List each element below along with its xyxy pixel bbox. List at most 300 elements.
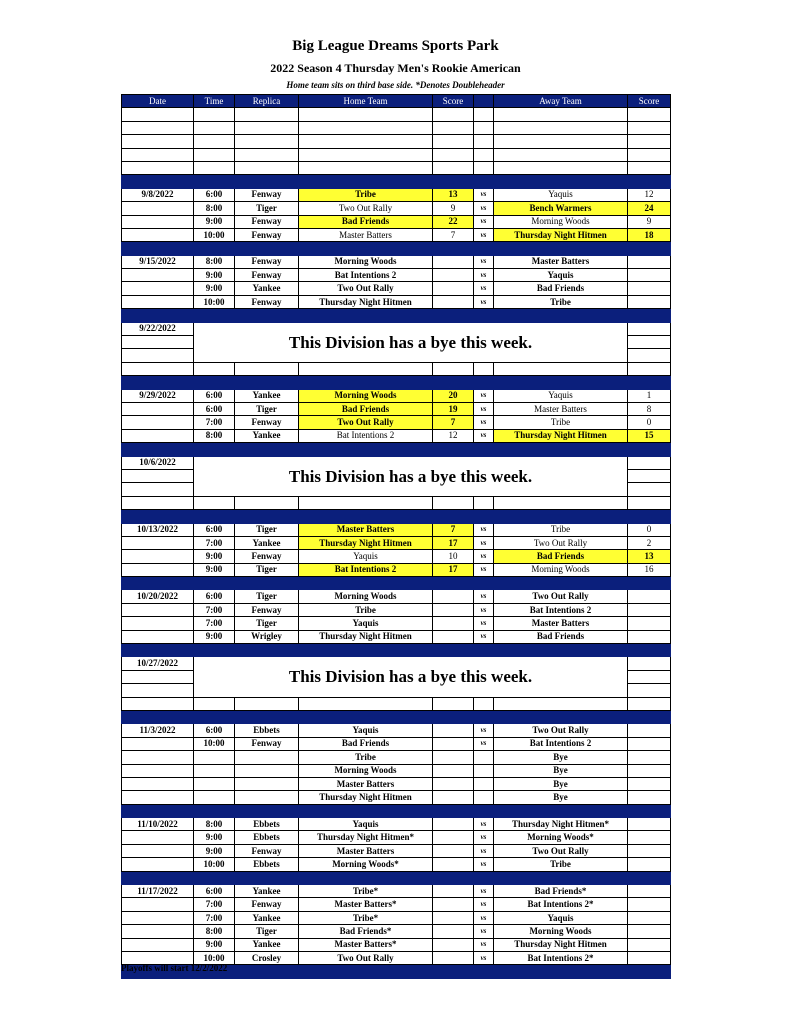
replica-cell: Yankee xyxy=(235,938,299,951)
replica-cell: Fenway xyxy=(235,737,299,750)
separator-cell xyxy=(494,510,628,523)
away-team-cell: Thursday Night Hitmen xyxy=(494,228,628,241)
separator-cell xyxy=(299,804,433,817)
home-score-cell xyxy=(433,938,474,951)
date-cell xyxy=(122,416,194,429)
home-team-cell: Morning Woods xyxy=(299,255,433,268)
separator-cell xyxy=(474,644,494,657)
home-team-cell: Yaquis xyxy=(299,724,433,737)
separator-cell xyxy=(474,242,494,255)
game-row xyxy=(122,724,671,737)
date-cell xyxy=(122,563,194,576)
game-row xyxy=(122,255,671,268)
date-cell xyxy=(122,617,194,630)
home-score-cell: 10 xyxy=(433,550,474,563)
time-cell: 8:00 xyxy=(194,202,235,215)
vs-cell xyxy=(474,764,494,777)
away-team-cell: Thursday Night Hitmen xyxy=(494,429,628,442)
game-row xyxy=(122,925,671,938)
home-team-cell: Tribe xyxy=(299,188,433,201)
away-score-cell xyxy=(628,630,671,643)
vs-cell: vs xyxy=(474,898,494,911)
vs-cell: vs xyxy=(474,389,494,402)
game-row xyxy=(122,269,671,282)
vs-cell xyxy=(474,777,494,790)
empty-cell xyxy=(628,697,671,710)
home-score-cell xyxy=(433,269,474,282)
separator-cell xyxy=(299,577,433,590)
separator-cell xyxy=(194,443,235,456)
away-score-cell xyxy=(628,603,671,616)
away-score-cell: 15 xyxy=(628,429,671,442)
away-score-cell xyxy=(628,670,671,683)
replica-cell: Tiger xyxy=(235,590,299,603)
away-team-cell: Bye xyxy=(494,777,628,790)
separator-cell xyxy=(433,710,474,723)
empty-cell xyxy=(122,135,194,148)
game-row xyxy=(122,228,671,241)
empty-cell xyxy=(194,135,235,148)
away-team-cell: Tribe xyxy=(494,523,628,536)
away-score-cell xyxy=(628,818,671,831)
vs-cell: vs xyxy=(474,844,494,857)
vs-cell: vs xyxy=(474,925,494,938)
away-team-cell: Two Out Rally xyxy=(494,844,628,857)
separator-cell xyxy=(299,376,433,389)
time-cell: 10:00 xyxy=(194,228,235,241)
time-cell: 9:00 xyxy=(194,563,235,576)
time-cell xyxy=(194,777,235,790)
empty-cell xyxy=(628,121,671,134)
empty-cell xyxy=(235,496,299,509)
empty-cell xyxy=(194,161,235,174)
home-score-cell xyxy=(433,617,474,630)
replica-cell xyxy=(235,751,299,764)
home-team-cell: Master Batters xyxy=(299,523,433,536)
empty-cell xyxy=(299,697,433,710)
empty-cell xyxy=(628,496,671,509)
replica-cell: Fenway xyxy=(235,898,299,911)
away-score-cell xyxy=(628,322,671,335)
separator-cell xyxy=(299,710,433,723)
date-cell xyxy=(122,898,194,911)
home-team-cell: Morning Woods xyxy=(299,590,433,603)
home-score-cell: 13 xyxy=(433,188,474,201)
separator-cell xyxy=(194,175,235,188)
empty-cell xyxy=(299,161,433,174)
home-score-cell: 20 xyxy=(433,389,474,402)
date-cell xyxy=(122,831,194,844)
date-cell xyxy=(122,295,194,308)
date-cell xyxy=(122,483,194,496)
away-team-cell: Bye xyxy=(494,791,628,804)
separator-cell xyxy=(194,510,235,523)
separator-cell xyxy=(494,710,628,723)
replica-cell: Yankee xyxy=(235,429,299,442)
home-team-cell: Bat Intentions 2 xyxy=(299,429,433,442)
away-team-cell: Two Out Rally xyxy=(494,536,628,549)
date-cell xyxy=(122,429,194,442)
vs-cell: vs xyxy=(474,536,494,549)
game-row xyxy=(122,429,671,442)
home-score-cell: 17 xyxy=(433,563,474,576)
empty-cell xyxy=(494,108,628,121)
empty-row xyxy=(122,148,671,161)
separator-cell xyxy=(628,577,671,590)
separator-cell xyxy=(433,175,474,188)
home-score-cell xyxy=(433,282,474,295)
empty-cell xyxy=(122,161,194,174)
away-score-cell xyxy=(628,469,671,482)
separator-cell xyxy=(628,443,671,456)
away-score-cell: 2 xyxy=(628,536,671,549)
time-cell: 9:00 xyxy=(194,215,235,228)
date-cell xyxy=(122,844,194,857)
game-row xyxy=(122,751,671,764)
empty-cell xyxy=(474,697,494,710)
separator-cell xyxy=(433,577,474,590)
separator-cell xyxy=(122,710,194,723)
empty-cell xyxy=(194,148,235,161)
away-team-cell: Morning Woods xyxy=(494,925,628,938)
away-team-cell: Bench Warmers xyxy=(494,202,628,215)
date-cell xyxy=(122,336,194,349)
game-row xyxy=(122,911,671,924)
separator-cell xyxy=(299,871,433,884)
home-team-cell: Bad Friends* xyxy=(299,925,433,938)
empty-cell xyxy=(299,108,433,121)
vs-cell xyxy=(474,791,494,804)
vs-cell: vs xyxy=(474,603,494,616)
separator-cell xyxy=(628,710,671,723)
away-score-cell xyxy=(628,282,671,295)
week-separator xyxy=(122,710,671,723)
separator-cell xyxy=(474,871,494,884)
date-cell xyxy=(122,202,194,215)
away-team-cell: Yaquis xyxy=(494,269,628,282)
empty-cell xyxy=(474,108,494,121)
away-score-cell xyxy=(628,885,671,898)
week-separator xyxy=(122,309,671,322)
away-score-cell xyxy=(628,844,671,857)
home-score-cell: 17 xyxy=(433,536,474,549)
empty-cell xyxy=(194,496,235,509)
game-row xyxy=(122,523,671,536)
replica-cell: Tiger xyxy=(235,925,299,938)
separator-cell xyxy=(235,443,299,456)
col-away-team: Away Team xyxy=(494,95,628,108)
separator-cell xyxy=(194,376,235,389)
home-score-cell xyxy=(433,831,474,844)
vs-cell: vs xyxy=(474,402,494,415)
separator-cell xyxy=(235,804,299,817)
empty-cell xyxy=(122,496,194,509)
col-time: Time xyxy=(194,95,235,108)
separator-cell xyxy=(628,376,671,389)
empty-cell xyxy=(299,362,433,375)
empty-cell xyxy=(299,496,433,509)
time-cell: 9:00 xyxy=(194,831,235,844)
away-score-cell xyxy=(628,336,671,349)
empty-cell xyxy=(494,121,628,134)
time-cell: 7:00 xyxy=(194,603,235,616)
replica-cell: Tiger xyxy=(235,402,299,415)
date-cell: 10/6/2022 xyxy=(122,456,194,469)
time-cell: 7:00 xyxy=(194,911,235,924)
away-score-cell xyxy=(628,898,671,911)
separator-cell xyxy=(122,644,194,657)
away-team-cell: Bad Friends* xyxy=(494,885,628,898)
separator-cell xyxy=(122,376,194,389)
empty-cell xyxy=(628,148,671,161)
vs-cell: vs xyxy=(474,188,494,201)
away-team-cell: Morning Woods xyxy=(494,215,628,228)
empty-cell xyxy=(628,135,671,148)
away-score-cell xyxy=(628,657,671,670)
date-cell xyxy=(122,751,194,764)
vs-cell: vs xyxy=(474,724,494,737)
empty-cell xyxy=(433,108,474,121)
away-score-cell xyxy=(628,724,671,737)
separator-cell xyxy=(494,577,628,590)
time-cell: 6:00 xyxy=(194,724,235,737)
empty-cell xyxy=(194,121,235,134)
home-team-cell: Thursday Night Hitmen xyxy=(299,536,433,549)
vs-cell: vs xyxy=(474,911,494,924)
separator-cell xyxy=(299,309,433,322)
away-score-cell xyxy=(628,617,671,630)
time-cell: 8:00 xyxy=(194,429,235,442)
home-team-cell: Thursday Night Hitmen xyxy=(299,630,433,643)
separator-cell xyxy=(433,510,474,523)
separator-cell xyxy=(433,871,474,884)
date-cell xyxy=(122,938,194,951)
home-score-cell xyxy=(433,952,474,965)
home-team-cell: Two Out Rally xyxy=(299,416,433,429)
away-team-cell: Bad Friends xyxy=(494,630,628,643)
empty-cell xyxy=(628,362,671,375)
time-cell: 10:00 xyxy=(194,295,235,308)
separator-cell xyxy=(235,710,299,723)
empty-cell xyxy=(194,108,235,121)
week-separator xyxy=(122,804,671,817)
away-team-cell: Bad Friends xyxy=(494,282,628,295)
home-score-cell: 7 xyxy=(433,523,474,536)
game-row xyxy=(122,402,671,415)
home-team-cell: Two Out Rally xyxy=(299,202,433,215)
away-score-cell: 12 xyxy=(628,188,671,201)
game-row xyxy=(122,831,671,844)
date-cell xyxy=(122,469,194,482)
separator-cell xyxy=(628,871,671,884)
separator-cell xyxy=(474,804,494,817)
separator-cell xyxy=(122,804,194,817)
away-team-cell: Yaquis xyxy=(494,911,628,924)
away-team-cell: Bat Intentions 2 xyxy=(494,737,628,750)
home-score-cell xyxy=(433,630,474,643)
date-cell: 9/22/2022 xyxy=(122,322,194,335)
game-row xyxy=(122,389,671,402)
separator-cell xyxy=(433,376,474,389)
away-score-cell xyxy=(628,831,671,844)
separator-cell xyxy=(194,871,235,884)
away-team-cell: Thursday Night Hitmen* xyxy=(494,818,628,831)
date-cell xyxy=(122,282,194,295)
empty-cell xyxy=(299,121,433,134)
home-team-cell: Master Batters xyxy=(299,777,433,790)
home-score-cell xyxy=(433,844,474,857)
home-team-cell: Morning Woods xyxy=(299,764,433,777)
vs-cell: vs xyxy=(474,590,494,603)
replica-cell: Yankee xyxy=(235,911,299,924)
date-cell xyxy=(122,269,194,282)
game-row xyxy=(122,885,671,898)
away-score-cell xyxy=(628,684,671,697)
separator-cell xyxy=(194,309,235,322)
away-team-cell: Master Batters xyxy=(494,617,628,630)
home-score-cell xyxy=(433,911,474,924)
home-score-cell xyxy=(433,885,474,898)
separator-cell xyxy=(628,644,671,657)
away-team-cell: Two Out Rally xyxy=(494,590,628,603)
separator-cell xyxy=(628,510,671,523)
empty-row xyxy=(122,496,671,509)
separator-cell xyxy=(494,175,628,188)
empty-cell xyxy=(235,148,299,161)
separator-cell xyxy=(474,965,494,978)
separator-cell xyxy=(235,510,299,523)
away-score-cell: 9 xyxy=(628,215,671,228)
replica-cell: Crosley xyxy=(235,952,299,965)
game-row xyxy=(122,188,671,201)
game-row xyxy=(122,777,671,790)
date-cell: 10/13/2022 xyxy=(122,523,194,536)
empty-cell xyxy=(494,161,628,174)
away-team-cell: Yaquis xyxy=(494,188,628,201)
vs-cell xyxy=(474,751,494,764)
home-score-cell: 19 xyxy=(433,402,474,415)
away-score-cell xyxy=(628,737,671,750)
time-cell: 10:00 xyxy=(194,952,235,965)
replica-cell: Tiger xyxy=(235,617,299,630)
separator-cell xyxy=(474,309,494,322)
home-score-cell: 22 xyxy=(433,215,474,228)
page-subtitle: 2022 Season 4 Thursday Men's Rookie American xyxy=(270,61,521,75)
separator-cell xyxy=(474,577,494,590)
replica-cell: Fenway xyxy=(235,269,299,282)
away-score-cell xyxy=(628,590,671,603)
away-score-cell xyxy=(628,938,671,951)
date-cell xyxy=(122,925,194,938)
home-score-cell xyxy=(433,737,474,750)
time-cell: 9:00 xyxy=(194,550,235,563)
vs-cell: vs xyxy=(474,416,494,429)
away-score-cell: 13 xyxy=(628,550,671,563)
away-team-cell: Master Batters xyxy=(494,402,628,415)
empty-cell xyxy=(433,135,474,148)
vs-cell: vs xyxy=(474,295,494,308)
bye-message: This Division has a bye this week. xyxy=(194,322,628,362)
separator-cell xyxy=(235,376,299,389)
bye-message: This Division has a bye this week. xyxy=(194,657,628,697)
time-cell: 9:00 xyxy=(194,282,235,295)
time-cell xyxy=(194,751,235,764)
bye-week-row xyxy=(122,322,671,335)
separator-cell xyxy=(494,644,628,657)
separator-cell xyxy=(194,644,235,657)
game-row xyxy=(122,818,671,831)
time-cell: 7:00 xyxy=(194,536,235,549)
away-team-cell: Tribe xyxy=(494,295,628,308)
separator-cell xyxy=(122,577,194,590)
vs-cell: vs xyxy=(474,282,494,295)
empty-cell xyxy=(122,697,194,710)
game-row xyxy=(122,536,671,549)
separator-cell xyxy=(433,443,474,456)
separator-cell xyxy=(235,577,299,590)
empty-cell xyxy=(122,108,194,121)
home-score-cell xyxy=(433,818,474,831)
time-cell xyxy=(194,764,235,777)
replica-cell: Ebbets xyxy=(235,831,299,844)
separator-cell xyxy=(299,644,433,657)
separator-cell xyxy=(235,242,299,255)
away-team-cell: Morning Woods xyxy=(494,563,628,576)
separator-cell xyxy=(628,804,671,817)
date-cell xyxy=(122,536,194,549)
vs-cell: vs xyxy=(474,269,494,282)
time-cell: 6:00 xyxy=(194,188,235,201)
away-team-cell: Yaquis xyxy=(494,389,628,402)
away-team-cell: Master Batters xyxy=(494,255,628,268)
separator-cell xyxy=(235,644,299,657)
date-cell xyxy=(122,228,194,241)
away-team-cell: Morning Woods* xyxy=(494,831,628,844)
home-score-cell xyxy=(433,858,474,871)
empty-cell xyxy=(494,362,628,375)
away-team-cell: Two Out Rally xyxy=(494,724,628,737)
game-row xyxy=(122,737,671,750)
away-team-cell: Bad Friends xyxy=(494,550,628,563)
bye-week-row xyxy=(122,456,671,469)
game-row xyxy=(122,791,671,804)
empty-cell xyxy=(628,161,671,174)
time-cell: 7:00 xyxy=(194,898,235,911)
empty-cell xyxy=(474,121,494,134)
home-team-cell: Thursday Night Hitmen* xyxy=(299,831,433,844)
home-team-cell: Tribe xyxy=(299,751,433,764)
game-row xyxy=(122,630,671,643)
empty-cell xyxy=(494,697,628,710)
time-cell: 6:00 xyxy=(194,523,235,536)
home-team-cell: Thursday Night Hitmen xyxy=(299,295,433,308)
game-row xyxy=(122,898,671,911)
away-score-cell: 0 xyxy=(628,416,671,429)
home-team-cell: Tribe* xyxy=(299,911,433,924)
game-row xyxy=(122,603,671,616)
separator-cell xyxy=(474,710,494,723)
home-team-cell: Thursday Night Hitmen xyxy=(299,791,433,804)
vs-cell: vs xyxy=(474,550,494,563)
home-team-cell: Two Out Rally xyxy=(299,282,433,295)
game-row xyxy=(122,617,671,630)
empty-cell xyxy=(474,496,494,509)
empty-cell xyxy=(235,108,299,121)
game-row xyxy=(122,563,671,576)
col-vs xyxy=(474,95,494,108)
bye-message: This Division has a bye this week. xyxy=(194,456,628,496)
replica-cell xyxy=(235,791,299,804)
